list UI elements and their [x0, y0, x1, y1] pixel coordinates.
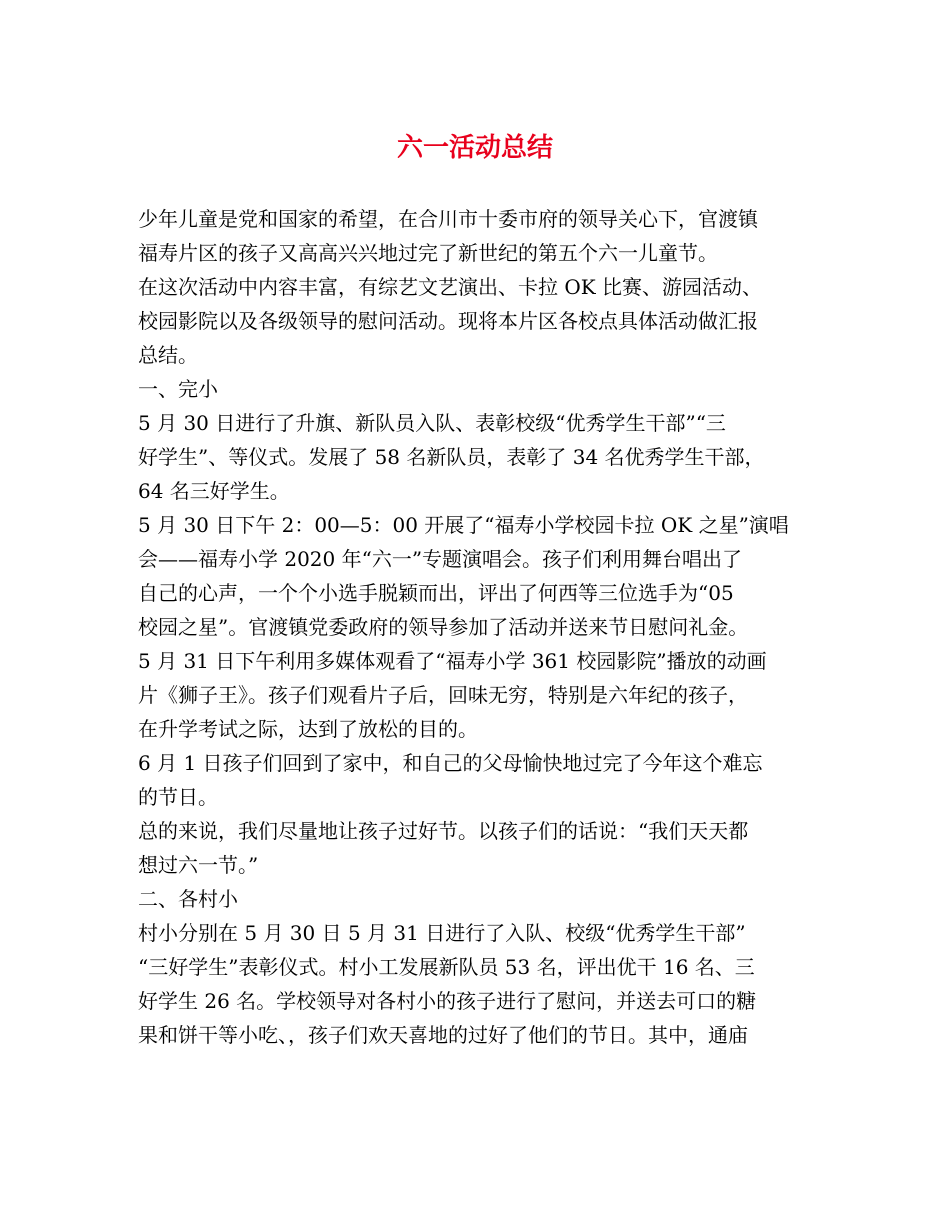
- text-line: 6 月 1 日孩子们回到了家中，和自己的父母愉快地过完了今年这个难忘: [138, 751, 763, 775]
- text-line: 想过六一节。”: [138, 853, 259, 877]
- text-line: 校园影院以及各级领导的慰问活动。现将本片区各校点具体活动做汇报: [138, 309, 758, 333]
- text-line: 果和饼干等小吃、，孩子们欢天喜地的过好了他们的节日。其中，通庙: [138, 1023, 748, 1047]
- text-line: 64 名三好学生。: [138, 479, 290, 503]
- document-title: 六一活动总结: [396, 133, 553, 163]
- text-line: 总结。: [138, 343, 198, 367]
- text-line: 好学生”、等仪式。发展了 58 名新队员，表彰了 34 名优秀学生干部，: [138, 445, 765, 469]
- text-line: 二、各村小: [138, 887, 238, 911]
- text-line: 5 月 30 日进行了升旗、新队员入队、表彰校级“优秀学生干部”“三: [138, 411, 726, 435]
- text-line: 5 月 30 日下午 2：00—5：00 开展了“福寿小学校园卡拉 OK 之星”演唱: [138, 513, 789, 537]
- document-body: [138, 202, 818, 1052]
- text-line: 片《狮子王》。孩子们观看片子后，回味无穷，特别是六年纪的孩子，: [138, 683, 748, 707]
- text-line: 自己的心声，一个个小选手脱颖而出，评出了何西等三位选手为“05: [138, 581, 734, 605]
- text-line: 少年儿童是党和国家的希望，在合川市十委市府的领导关心下，官渡镇: [138, 207, 758, 231]
- text-line: 在这次活动中内容丰富，有综艺文艺演出、卡拉 OK 比赛、游园活动、: [138, 275, 763, 299]
- text-line: 福寿片区的孩子又高高兴兴地过完了新世纪的第五个六一儿童节。: [138, 241, 718, 265]
- text-line: 一、完小: [138, 377, 218, 401]
- text-line: 5 月 31 日下午利用多媒体观看了“福寿小学 361 校园影院”播放的动画: [138, 649, 767, 673]
- text-line: 会——福寿小学 2020 年“六一”专题演唱会。孩子们利用舞台唱出了: [138, 547, 743, 571]
- text-line: “三好学生”表彰仪式。村小工发展新队员 53 名，评出优干 16 名、三: [138, 955, 755, 979]
- text-line: 在升学考试之际，达到了放松的目的。: [138, 717, 478, 741]
- text-line: 好学生 26 名。学校领导对各村小的孩子进行了慰问，并送去可口的糖: [138, 989, 757, 1013]
- text-line: 总的来说，我们尽量地让孩子过好节。以孩子们的话说：“我们天天都: [138, 819, 749, 843]
- text-line: 校园之星”。官渡镇党委政府的领导参加了活动并送来节日慰问礼金。: [138, 615, 749, 639]
- text-line: 的节日。: [138, 785, 218, 809]
- text-line: 村小分别在 5 月 30 日 5 月 31 日进行了入队、校级“优秀学生干部”: [138, 921, 746, 945]
